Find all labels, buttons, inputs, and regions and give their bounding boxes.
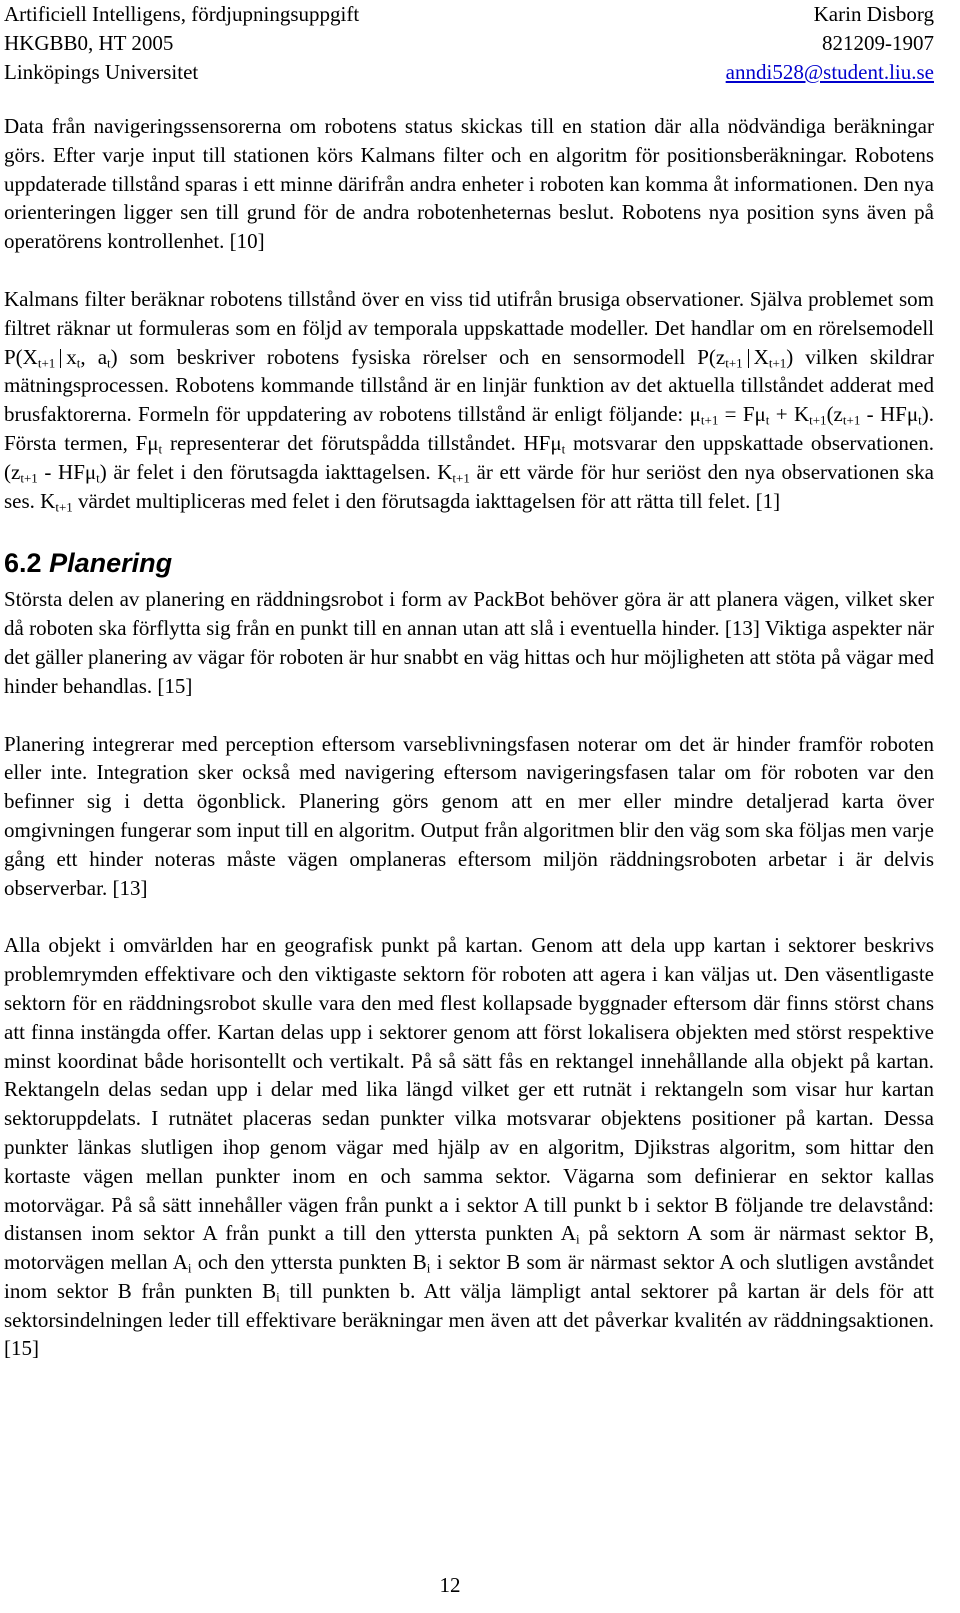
header-row-3 (4, 58, 934, 87)
course-title: Artificiell Intelligens, fördjupningsuppgift (4, 2, 360, 26)
header-row-2 (4, 29, 934, 58)
page-header (4, 0, 934, 87)
paragraph-kalman-filter: Kalmans filter beräknar robotens tillstånd över en viss tid utifrån brusiga observationer. Själva problemet som filtret räknar ut formuleras som en följd av temporala uppskattade modeller. Det handlar om en rörelsemodell $P(X_{t+1}$ $x_t$, $a_t$) som beskriver robotens fysiska rörelser och en sensormodell $P(z_{t+1}$ $X_{t+1}$) vilken skildrar mätningsprocessen. Robotens kommande tillstånd är en linjär funktion av det aktuella tillståndet adderat med brusfaktorerna. Formeln för uppdatering av robotens tillstånd är enligt följande: $\mu_{t+1} = F\mu_t + K_{t+1}(z_{t+1} - HF\mu_t)$. Första termen, $F\mu_t$ representerar det förutspådda tillståndet. HFμ$_t$ motsvarar den uppskattade observationen. $(z_{t+1} - HF\mu_t)$ är felet i den förutsagda iakttagelsen. $K_{t+1}$ är ett värde för hur seriöst den nya observationen ska ses. $K_{t+1}$ värdet multipliceras med felet i den förutsagda iakttagelsen för att rätta till felet. [1] (4, 286, 934, 514)
header-row-1 (4, 0, 934, 29)
document-body (4, 112, 934, 1363)
conditional-bar (748, 349, 749, 368)
author-email-link[interactable]: anndi528@student.liu.se (725, 60, 934, 84)
paragraph-planning-intro: Största delen av planering en räddningsrobot i form av PackBot behöver göra är att planera vägen, vilket sker då roboten ska förflytta sig från en punkt till en annan utan att slå i eventuella hinder. [13] Viktiga aspekter när det gäller planering av vägar för roboten är hur snabbt en väg hittas och hur möjligheten att stöta på vägar med hinder behandlas. [15] (4, 587, 934, 698)
page-number: 12 (439, 1573, 461, 1597)
course-code: HKGBB0, HT 2005 (4, 31, 174, 55)
paragraph-planning-perception: Planering integrerar med perception eftersom varseblivningsfasen noterar om det är hinder framför roboten eller inte. Integration sker också med navigering eftersom navigeringsfasen talar om för roboten var den befinner sig i detta ögonblick. Planering görs genom att en mer eller mindre detaljerad karta över omgivningen fungerar som input till en algoritm. Output från algoritmen blir den väg som ska följas men varje gång ett hinder noteras måste vägen omplaneras eftersom miljön räddningsroboten arbetar i är delvis observerbar. [13] (4, 731, 934, 900)
paragraph-navigation-data: Data från navigeringssensorerna om robotens status skickas till en station där alla nödvändiga beräkningar görs. Efter varje input till stationen körs Kalmans filter och en algoritm för positionsberäkningar. Robotens uppdaterade tillstånd sparas i ett minne därifrån andra enheter i roboten kan komma åt informationen. Den nya orienteringen ligger sen till grund för de andra robotenheternas beslut. Robotens nya position syns även på operatörens kontrollenhet. [10] (4, 114, 934, 254)
university-name: Linköpings Universitet (4, 60, 199, 84)
paragraph-map-sectors: Alla objekt i omvärlden har en geografisk punkt på kartan. Genom att dela upp kartan i sektorer beskrivs problemrymden effektivare och den viktigaste sektorn för roboten att agera i kan väljas ut. Den väsentligaste sektorn för en räddningsrobot skulle vara den med flest kollapsade byggnader eftersom där finns störst chans att finna instängda offer. Kartan delas upp i sektorer genom att först lokalisera objekten med störst respektive minst koordinat både horisontellt och vertikalt. På så sätt fås en rektangel innehållande alla objekt på kartan. Rektangeln delas sedan upp i delar med lika längd vilket ger ett rutnät i rektangeln som visar hur kartan sektoruppdelats. I rutnätet placeras sedan punkter vilka motsvarar objektens positioner på kartan. Dessa punkter länkas slutligen ihop genom vägar med hjälp av en algoritm, Djikstras algoritm, som hittar den kortaste vägen mellan punkter inom en och samma sektor. Vägarna som definierar en sektor kallas motorvägar. På så sätt innehåller vägen från punkt a i sektor A till punkt b i sektor B följande tre delavstånd: distansen inom sektor A från punkt a till den yttersta punkten $A_i$ på sektorn A som är närmast sektor B, motorvägen mellan $A_i$ och den yttersta punkten $B_i$ i sektor B som är närmast sektor A och slutligen avståndet inom sektor B från punkten $B_i$ till punkten b. Att välja lämpligt antal sektorer på kartan är dels för att sektorsindelningen leder till effektivare beräkningar men även att det påverkar kvalitén av räddningsaktionen. [15] (4, 933, 935, 1361)
conditional-bar (60, 349, 61, 368)
section-number: 6.2 (4, 548, 42, 579)
author-id: 821209-1907 (822, 31, 934, 55)
author-name: Karin Disborg (813, 2, 934, 26)
section-title: Planering (49, 548, 173, 579)
section-heading (4, 547, 934, 579)
